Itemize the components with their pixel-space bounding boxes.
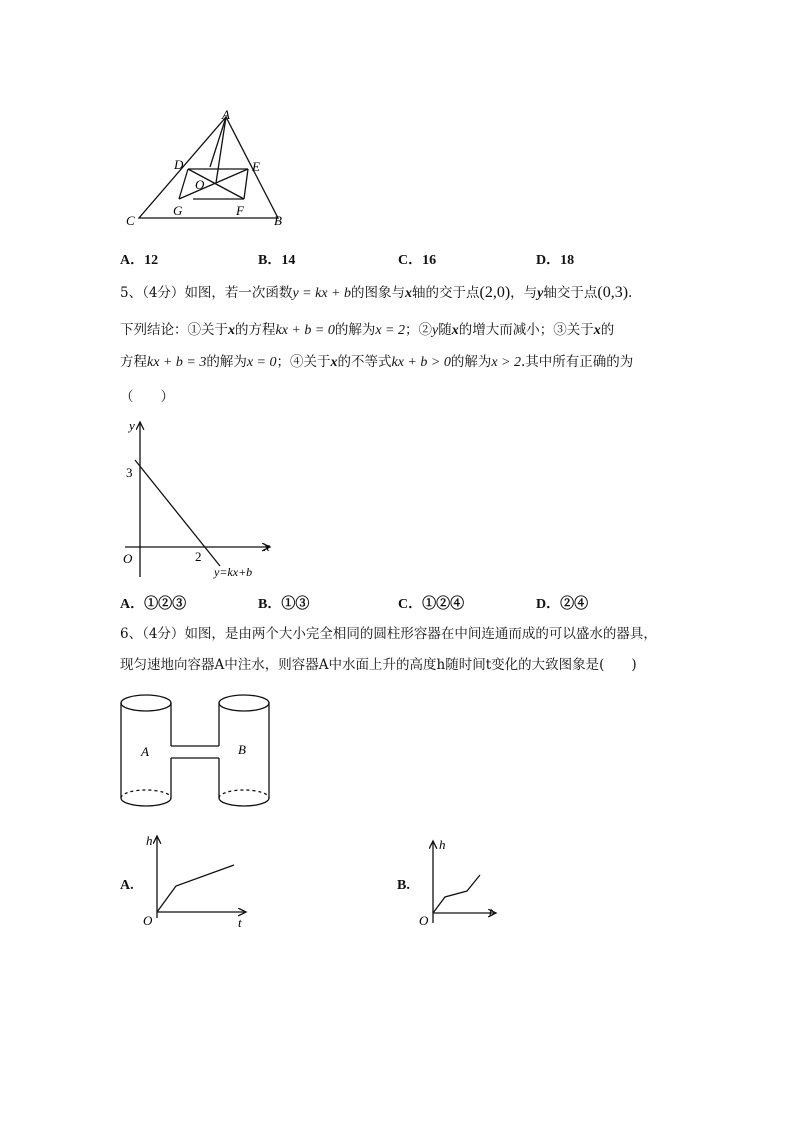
label-E: E bbox=[252, 159, 260, 174]
q5-line-2: 下列结论：①关于x的方程kx + b = 0的解为x = 2；②y随x的增大而减小；③关于x的 bbox=[120, 322, 615, 338]
q5-y-axis-label: y bbox=[129, 418, 135, 433]
q5-x-tick: 2 bbox=[195, 549, 202, 564]
q5-number: 5、 bbox=[120, 285, 143, 301]
q6-score: （4分） bbox=[142, 626, 185, 642]
label-O: O bbox=[195, 177, 205, 192]
q6b-h-label: h bbox=[439, 837, 446, 852]
label-D: D bbox=[174, 157, 184, 172]
label-F: F bbox=[236, 203, 244, 218]
q6-option-a-letter: A. bbox=[120, 878, 134, 893]
q6b-origin-label: O bbox=[419, 913, 429, 928]
q6a-origin-label: O bbox=[143, 913, 153, 928]
q5-line-3: 方程kx + b = 3的解为x = 0；④关于x的不等式kx + b > 0的解为x > 2.其中所有正确的为 bbox=[120, 354, 634, 370]
q6-option-a-graph bbox=[138, 828, 253, 933]
container-a-label: A bbox=[141, 744, 149, 759]
q5-origin-label: O bbox=[123, 551, 133, 566]
q4-option-d: D．18 bbox=[536, 253, 575, 268]
q5-option-a: A．①②③ bbox=[120, 597, 187, 612]
label-A: A bbox=[222, 107, 230, 122]
q6b-t-label: t bbox=[489, 904, 493, 919]
q6-line-1: 6、（4分）如图，是由两个大小完全相同的圆柱形容器在中间连通而成的可以盛水的器具， bbox=[120, 626, 657, 642]
container-b-label: B bbox=[238, 742, 246, 757]
q6a-h-label: h bbox=[146, 833, 153, 848]
q5-x-axis-label: x bbox=[264, 539, 270, 554]
q5-option-d: D．②④ bbox=[536, 597, 589, 612]
q4-option-b: B．14 bbox=[258, 253, 296, 268]
q5-answer-paren: （ ） bbox=[120, 389, 174, 405]
q4-option-a: A．12 bbox=[120, 253, 159, 268]
q6-container-figure bbox=[115, 688, 280, 810]
q6-option-b-graph bbox=[414, 835, 504, 930]
q6-line-2: 现匀速地向容器A中注水，则容器A中水面上升的高度h随时间t变化的大致图象是( ) bbox=[120, 657, 637, 673]
q5-score: （4分） bbox=[142, 285, 185, 301]
label-G: G bbox=[173, 203, 183, 218]
triangle-figure bbox=[118, 105, 298, 235]
q5-option-b: B．①③ bbox=[258, 597, 310, 612]
q5-line-label: y=kx+b bbox=[214, 565, 253, 579]
q6-option-b-letter: B. bbox=[397, 878, 410, 893]
q5-option-c: C．①②④ bbox=[398, 597, 465, 612]
q5-linear-graph bbox=[115, 412, 280, 582]
q5-line-1: 5、（4分）如图，若一次函数y = kx + b的图象与x轴的交于点(2,0)，与y轴交于点(0,3). bbox=[120, 284, 633, 301]
q5-y-tick: 3 bbox=[126, 465, 133, 480]
q4-option-c: C．16 bbox=[398, 253, 437, 268]
q6-number: 6、 bbox=[120, 626, 143, 642]
q6a-t-label: t bbox=[238, 915, 242, 930]
label-C: C bbox=[126, 213, 135, 228]
label-B: B bbox=[274, 213, 282, 228]
